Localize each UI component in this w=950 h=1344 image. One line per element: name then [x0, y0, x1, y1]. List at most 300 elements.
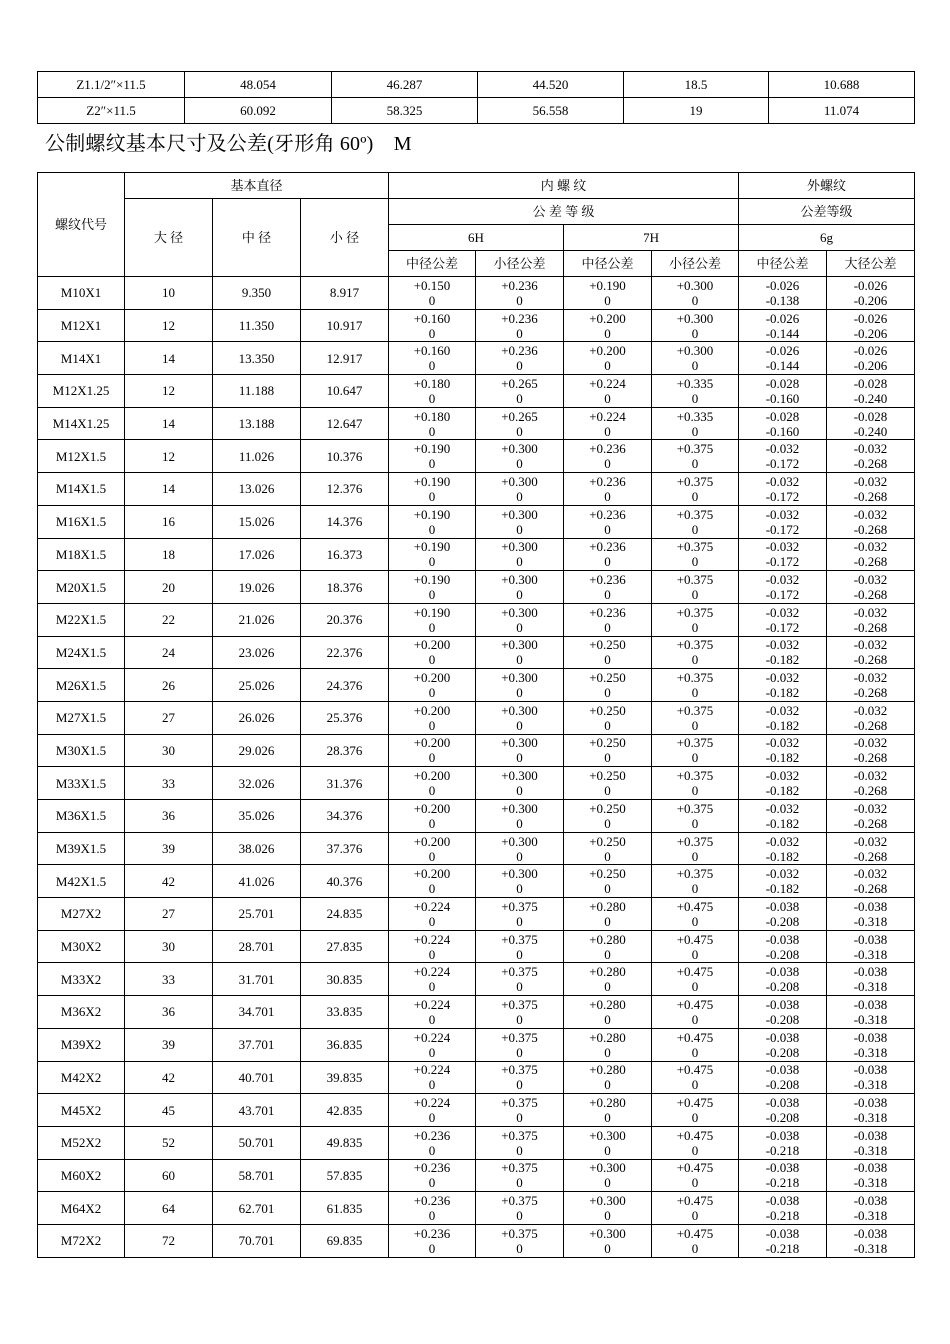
upper-deviation: -0.038 [853, 1062, 888, 1078]
lower-deviation: 0 [691, 1175, 699, 1191]
upper-deviation: +0.375 [501, 996, 538, 1012]
cell-6g-major-tolerance [827, 603, 915, 636]
cell-6g-major-tolerance [827, 832, 915, 865]
cell-pitch-diameter: 25.701 [213, 898, 301, 931]
upper-deviation: -0.026 [765, 343, 800, 359]
lower-deviation: 0 [604, 1175, 611, 1191]
upper-deviation: +0.300 [501, 506, 538, 522]
lower-deviation: 0 [516, 456, 523, 472]
upper-deviation: +0.250 [589, 833, 626, 849]
cell-6g-pitch-tolerance [739, 1028, 827, 1061]
cell-6h-pitch-tolerance [389, 1094, 476, 1127]
upper-deviation: +0.300 [501, 866, 538, 882]
cell-6h-pitch-tolerance [389, 309, 476, 342]
upper-deviation: +0.300 [501, 702, 538, 718]
lower-deviation: 0 [604, 358, 611, 374]
table-row [38, 375, 915, 408]
lower-deviation: -0.318 [853, 1142, 888, 1158]
cell-thread-code: M27X2 [38, 898, 125, 931]
cell-thread-code: M12X1.25 [38, 375, 125, 408]
cell-pitch-diameter: 31.701 [213, 963, 301, 996]
cell-6h-pitch-tolerance [389, 473, 476, 506]
cell-6h-minor-tolerance [476, 930, 564, 963]
cell-thread-code: M30X2 [38, 930, 125, 963]
cell-6g-pitch-tolerance [739, 603, 827, 636]
cell-6g-major-tolerance [827, 1159, 915, 1192]
cell-7h-minor-tolerance [652, 734, 739, 767]
lower-deviation: -0.318 [853, 946, 888, 962]
cell-6h-minor-tolerance [476, 996, 564, 1029]
cell-6h-pitch-tolerance [389, 832, 476, 865]
lower-deviation: -0.182 [765, 717, 800, 733]
cell-7h-pitch-tolerance [564, 375, 652, 408]
upper-deviation: +0.375 [501, 1193, 538, 1209]
lower-deviation: 0 [516, 358, 523, 374]
lower-deviation: 0 [428, 521, 436, 537]
header-minor-diameter: 小 径 [301, 199, 389, 277]
cell-6g-pitch-tolerance [739, 1061, 827, 1094]
lower-deviation: 0 [604, 521, 611, 537]
cell-thread-code: M18X1.5 [38, 538, 125, 571]
upper-deviation: -0.032 [765, 702, 800, 718]
upper-deviation: +0.300 [501, 572, 538, 588]
cell-minor-diameter: 12.376 [301, 473, 389, 506]
cell-major-diameter: 42 [125, 1061, 213, 1094]
cell-6h-minor-tolerance [476, 1192, 564, 1225]
cell-6h-pitch-tolerance [389, 800, 476, 833]
lower-deviation: 0 [428, 1044, 436, 1060]
upper-deviation: -0.038 [765, 964, 800, 980]
lower-deviation: -0.268 [853, 652, 888, 668]
upper-deviation: -0.028 [765, 375, 800, 391]
upper-deviation: -0.038 [765, 1160, 800, 1176]
cell-pitch-diameter: 29.026 [213, 734, 301, 767]
lower-deviation: 0 [428, 1240, 436, 1256]
lower-deviation: 0 [604, 1011, 611, 1027]
lower-deviation: -0.182 [765, 815, 800, 831]
upper-deviation: +0.236 [413, 1225, 451, 1241]
cell-pitch-diameter: 13.026 [213, 473, 301, 506]
upper-deviation: +0.224 [413, 1029, 451, 1045]
upper-deviation: -0.032 [853, 833, 888, 849]
lower-deviation: 0 [516, 1110, 523, 1126]
cell-thread-code: M26X1.5 [38, 669, 125, 702]
upper-deviation: +0.375 [676, 866, 714, 882]
lower-deviation: 0 [604, 325, 611, 341]
upper-deviation: -0.026 [853, 277, 888, 293]
upper-deviation: -0.038 [853, 1127, 888, 1143]
upper-deviation: -0.032 [765, 768, 800, 784]
cell-7h-minor-tolerance [652, 440, 739, 473]
cell-major-diameter: 36 [125, 800, 213, 833]
lower-deviation: 0 [604, 1208, 611, 1224]
cell-7h-minor-tolerance [652, 963, 739, 996]
cell-6h-minor-tolerance [476, 832, 564, 865]
table-row [38, 930, 915, 963]
cell-pitch-diameter: 23.026 [213, 636, 301, 669]
upper-deviation: +0.200 [413, 735, 451, 751]
cell-thread-spec: Z2″×11.5 [38, 98, 185, 124]
lower-deviation: -0.268 [853, 881, 888, 897]
cell-minor-diameter: 18.376 [301, 571, 389, 604]
upper-deviation: +0.475 [676, 1095, 714, 1111]
cell-6h-minor-tolerance [476, 767, 564, 800]
lower-deviation: 0 [428, 358, 436, 374]
lower-deviation: -0.318 [853, 1175, 888, 1191]
lower-deviation: -0.144 [765, 325, 800, 341]
lower-deviation: 0 [516, 717, 523, 733]
cell-6h-pitch-tolerance [389, 538, 476, 571]
upper-deviation: -0.028 [853, 375, 888, 391]
table-row [38, 734, 915, 767]
lower-deviation: 0 [516, 946, 523, 962]
cell-major-diameter: 24 [125, 636, 213, 669]
header-6h-minor-tolerance: 小径公差 [476, 251, 564, 277]
lower-deviation: -0.208 [765, 1110, 800, 1126]
cell-thread-code: M30X1.5 [38, 734, 125, 767]
cell-6g-pitch-tolerance [739, 669, 827, 702]
lower-deviation: 0 [691, 1142, 699, 1158]
cell-6g-major-tolerance [827, 669, 915, 702]
cell-6h-minor-tolerance [476, 963, 564, 996]
upper-deviation: +0.224 [589, 375, 626, 391]
cell-minor-diameter: 28.376 [301, 734, 389, 767]
cell-6g-major-tolerance [827, 734, 915, 767]
cell-minor-diameter: 37.376 [301, 832, 389, 865]
upper-deviation: +0.375 [676, 441, 714, 457]
upper-deviation: -0.032 [765, 833, 800, 849]
cell-6g-pitch-tolerance [739, 440, 827, 473]
cell-7h-pitch-tolerance [564, 407, 652, 440]
cell-pitch-diameter: 21.026 [213, 603, 301, 636]
cell-pitch-diameter: 35.026 [213, 800, 301, 833]
lower-deviation: -0.206 [853, 358, 888, 374]
cell-minor-diameter: 20.376 [301, 603, 389, 636]
upper-deviation: +0.180 [413, 408, 451, 424]
cell-thread-code: M33X1.5 [38, 767, 125, 800]
cell-6h-pitch-tolerance [389, 1061, 476, 1094]
upper-deviation: -0.032 [853, 473, 888, 489]
lower-deviation: -0.268 [853, 783, 888, 799]
cell-6h-minor-tolerance [476, 1094, 564, 1127]
cell-major-diameter: 33 [125, 963, 213, 996]
upper-deviation: +0.190 [413, 473, 451, 489]
lower-deviation: 0 [691, 325, 699, 341]
cell-minor-diameter: 10.917 [301, 309, 389, 342]
cell-minor-diameter: 10.647 [301, 375, 389, 408]
lower-deviation: 0 [516, 848, 523, 864]
upper-deviation: -0.038 [765, 996, 800, 1012]
cell-6h-pitch-tolerance [389, 1126, 476, 1159]
cell-6g-major-tolerance [827, 505, 915, 538]
cell-major-diameter: 30 [125, 930, 213, 963]
lower-deviation: 0 [691, 554, 699, 570]
lower-deviation: 0 [691, 587, 699, 603]
cell-minor-diameter: 24.835 [301, 898, 389, 931]
cell-minor-diameter: 8.917 [301, 277, 389, 310]
cell-6h-pitch-tolerance [389, 767, 476, 800]
upper-deviation: +0.190 [589, 277, 626, 293]
cell-6h-minor-tolerance [476, 1126, 564, 1159]
cell-pitch-diameter: 70.701 [213, 1224, 301, 1257]
cell-7h-minor-tolerance [652, 473, 739, 506]
table-row [38, 1224, 915, 1257]
lower-deviation: 0 [516, 750, 523, 766]
lower-deviation: -0.268 [853, 848, 888, 864]
cell-pitch-diameter: 50.701 [213, 1126, 301, 1159]
cell-7h-minor-tolerance [652, 669, 739, 702]
cell-7h-minor-tolerance [652, 1159, 739, 1192]
upper-deviation: -0.032 [853, 768, 888, 784]
upper-deviation: -0.038 [853, 1095, 888, 1111]
cell-6h-minor-tolerance [476, 636, 564, 669]
upper-deviation: +0.180 [413, 375, 451, 391]
lower-deviation: -0.268 [853, 685, 888, 701]
cell-7h-pitch-tolerance [564, 996, 652, 1029]
upper-deviation: -0.038 [853, 1193, 888, 1209]
pipe-thread-table-continuation [37, 71, 915, 124]
upper-deviation: -0.032 [765, 866, 800, 882]
upper-deviation: +0.236 [589, 441, 626, 457]
upper-deviation: +0.375 [676, 539, 714, 555]
lower-deviation: -0.318 [853, 1011, 888, 1027]
upper-deviation: -0.038 [853, 1160, 888, 1176]
cell-major-diameter: 22 [125, 603, 213, 636]
upper-deviation: +0.375 [676, 768, 714, 784]
cell-7h-pitch-tolerance [564, 636, 652, 669]
cell-6h-pitch-tolerance [389, 636, 476, 669]
cell-thread-code: M39X2 [38, 1028, 125, 1061]
cell-7h-pitch-tolerance [564, 342, 652, 375]
upper-deviation: +0.300 [501, 441, 538, 457]
cell-6g-major-tolerance [827, 636, 915, 669]
lower-deviation: 0 [428, 619, 436, 635]
table-row [38, 98, 915, 124]
lower-deviation: 0 [428, 1175, 436, 1191]
lower-deviation: 0 [428, 685, 436, 701]
upper-deviation: -0.032 [853, 866, 888, 882]
upper-deviation: +0.190 [413, 506, 451, 522]
upper-deviation: +0.236 [589, 473, 626, 489]
cell-6h-pitch-tolerance [389, 1224, 476, 1257]
lower-deviation: 0 [691, 1044, 699, 1060]
lower-deviation: 0 [516, 292, 523, 308]
cell-major-diameter: 20 [125, 571, 213, 604]
cell-6g-pitch-tolerance [739, 930, 827, 963]
cell-6g-major-tolerance [827, 930, 915, 963]
upper-deviation: -0.038 [853, 1029, 888, 1045]
lower-deviation: 0 [691, 652, 699, 668]
upper-deviation: +0.475 [676, 1029, 714, 1045]
cell-thread-code: M14X1.5 [38, 473, 125, 506]
cell-6g-major-tolerance [827, 1028, 915, 1061]
lower-deviation: -0.182 [765, 652, 800, 668]
upper-deviation: +0.300 [501, 670, 538, 686]
cell-6g-pitch-tolerance [739, 701, 827, 734]
upper-deviation: +0.475 [676, 898, 714, 914]
cell-thread-code: M60X2 [38, 1159, 125, 1192]
cell-minor-diameter: 33.835 [301, 996, 389, 1029]
upper-deviation: -0.032 [765, 441, 800, 457]
upper-deviation: +0.335 [676, 408, 714, 424]
lower-deviation: -0.172 [765, 521, 800, 537]
cell-major-diameter: 64 [125, 1192, 213, 1225]
table-row [38, 963, 915, 996]
upper-deviation: +0.250 [589, 866, 626, 882]
cell-6g-major-tolerance [827, 571, 915, 604]
cell-6h-minor-tolerance [476, 571, 564, 604]
lower-deviation: -0.240 [853, 423, 888, 439]
cell-thread-spec: Z1.1/2″×11.5 [38, 72, 185, 98]
lower-deviation: 0 [604, 815, 611, 831]
upper-deviation: -0.032 [853, 735, 888, 751]
lower-deviation: 0 [691, 521, 699, 537]
cell-7h-pitch-tolerance [564, 505, 652, 538]
cell-major-diameter: 14 [125, 473, 213, 506]
cell-7h-pitch-tolerance [564, 898, 652, 931]
upper-deviation: +0.236 [501, 310, 538, 326]
cell-6g-pitch-tolerance [739, 865, 827, 898]
table-row [38, 800, 915, 833]
cell-7h-pitch-tolerance [564, 1126, 652, 1159]
upper-deviation: -0.032 [765, 604, 800, 620]
lower-deviation: 0 [604, 292, 611, 308]
cell-6h-pitch-tolerance [389, 571, 476, 604]
lower-deviation: -0.206 [853, 325, 888, 341]
upper-deviation: +0.375 [501, 1160, 538, 1176]
lower-deviation: 0 [604, 750, 611, 766]
upper-deviation: +0.250 [589, 637, 626, 653]
cell-6g-major-tolerance [827, 309, 915, 342]
upper-deviation: +0.375 [676, 670, 714, 686]
cell-7h-minor-tolerance [652, 1094, 739, 1127]
lower-deviation: -0.138 [765, 292, 800, 308]
cell-thread-code: M64X2 [38, 1192, 125, 1225]
lower-deviation: 0 [691, 488, 699, 504]
cell-pitch-diameter: 37.701 [213, 1028, 301, 1061]
lower-deviation: 0 [428, 848, 436, 864]
lower-deviation: -0.172 [765, 587, 800, 603]
cell-7h-pitch-tolerance [564, 538, 652, 571]
upper-deviation: +0.200 [589, 343, 626, 359]
upper-deviation: +0.300 [501, 768, 538, 784]
cell-6h-pitch-tolerance [389, 505, 476, 538]
cell-7h-pitch-tolerance [564, 832, 652, 865]
cell-6h-pitch-tolerance [389, 342, 476, 375]
cell-7h-minor-tolerance [652, 1028, 739, 1061]
cell-minor-diameter: 30.835 [301, 963, 389, 996]
upper-deviation: +0.200 [413, 768, 451, 784]
table-row [38, 277, 915, 310]
upper-deviation: +0.250 [589, 702, 626, 718]
upper-deviation: +0.224 [413, 964, 451, 980]
lower-deviation: 0 [691, 1011, 699, 1027]
lower-deviation: 0 [604, 1110, 611, 1126]
cell-7h-pitch-tolerance [564, 603, 652, 636]
cell-7h-minor-tolerance [652, 1224, 739, 1257]
lower-deviation: -0.268 [853, 750, 888, 766]
upper-deviation: +0.200 [413, 866, 451, 882]
upper-deviation: +0.300 [676, 277, 714, 293]
cell-pitch-diameter: 26.026 [213, 701, 301, 734]
cell-6g-pitch-tolerance [739, 1094, 827, 1127]
cell-threads-per-inch: 19 [624, 98, 769, 124]
upper-deviation: +0.190 [413, 441, 451, 457]
table-row [38, 571, 915, 604]
header-grade-6h: 6H [389, 225, 564, 251]
upper-deviation: +0.375 [676, 833, 714, 849]
lower-deviation: 0 [516, 390, 523, 406]
upper-deviation: +0.300 [589, 1193, 626, 1209]
cell-6g-pitch-tolerance [739, 342, 827, 375]
cell-6g-major-tolerance [827, 963, 915, 996]
upper-deviation: +0.375 [501, 1095, 538, 1111]
lower-deviation: 0 [604, 1240, 611, 1256]
lower-deviation: 0 [428, 1077, 436, 1093]
lower-deviation: 0 [604, 423, 611, 439]
upper-deviation: +0.300 [589, 1160, 626, 1176]
cell-thread-code: M10X1 [38, 277, 125, 310]
lower-deviation: -0.182 [765, 685, 800, 701]
table-row [38, 767, 915, 800]
lower-deviation: 0 [428, 946, 436, 962]
lower-deviation: -0.218 [765, 1142, 800, 1158]
cell-6h-minor-tolerance [476, 375, 564, 408]
cell-pitch-diameter: 62.701 [213, 1192, 301, 1225]
cell-major-diameter: 12 [125, 309, 213, 342]
cell-thread-length: 10.688 [769, 72, 915, 98]
cell-7h-minor-tolerance [652, 407, 739, 440]
lower-deviation: 0 [691, 685, 699, 701]
cell-6g-major-tolerance [827, 538, 915, 571]
lower-deviation: -0.182 [765, 881, 800, 897]
upper-deviation: +0.236 [501, 277, 538, 293]
header-basic-diameter: 基本直径 [125, 173, 389, 199]
cell-minor-diameter: 34.376 [301, 800, 389, 833]
upper-deviation: -0.032 [853, 702, 888, 718]
cell-6g-pitch-tolerance [739, 1126, 827, 1159]
upper-deviation: +0.200 [413, 637, 451, 653]
cell-pitch-diameter: 13.350 [213, 342, 301, 375]
upper-deviation: -0.026 [765, 277, 800, 293]
upper-deviation: -0.032 [765, 572, 800, 588]
lower-deviation: 0 [428, 554, 436, 570]
cell-6h-minor-tolerance [476, 440, 564, 473]
cell-6h-minor-tolerance [476, 505, 564, 538]
upper-deviation: +0.160 [413, 310, 451, 326]
header-6g-pitch-tolerance: 中径公差 [739, 251, 827, 277]
upper-deviation: +0.236 [589, 506, 626, 522]
lower-deviation: 0 [428, 423, 436, 439]
cell-6h-pitch-tolerance [389, 865, 476, 898]
cell-6g-major-tolerance [827, 375, 915, 408]
upper-deviation: +0.236 [589, 539, 626, 555]
header-7h-minor-tolerance: 小径公差 [652, 251, 739, 277]
cell-6g-pitch-tolerance [739, 1224, 827, 1257]
cell-minor-diameter: 69.835 [301, 1224, 389, 1257]
upper-deviation: +0.475 [676, 1160, 714, 1176]
lower-deviation: 0 [516, 619, 523, 635]
upper-deviation: +0.200 [413, 670, 451, 686]
cell-minor-diameter: 12.917 [301, 342, 389, 375]
cell-6h-minor-tolerance [476, 701, 564, 734]
lower-deviation: -0.268 [853, 456, 888, 472]
cell-6h-minor-tolerance [476, 669, 564, 702]
cell-6g-major-tolerance [827, 342, 915, 375]
upper-deviation: +0.300 [589, 1225, 626, 1241]
upper-deviation: +0.200 [589, 310, 626, 326]
cell-7h-minor-tolerance [652, 1126, 739, 1159]
